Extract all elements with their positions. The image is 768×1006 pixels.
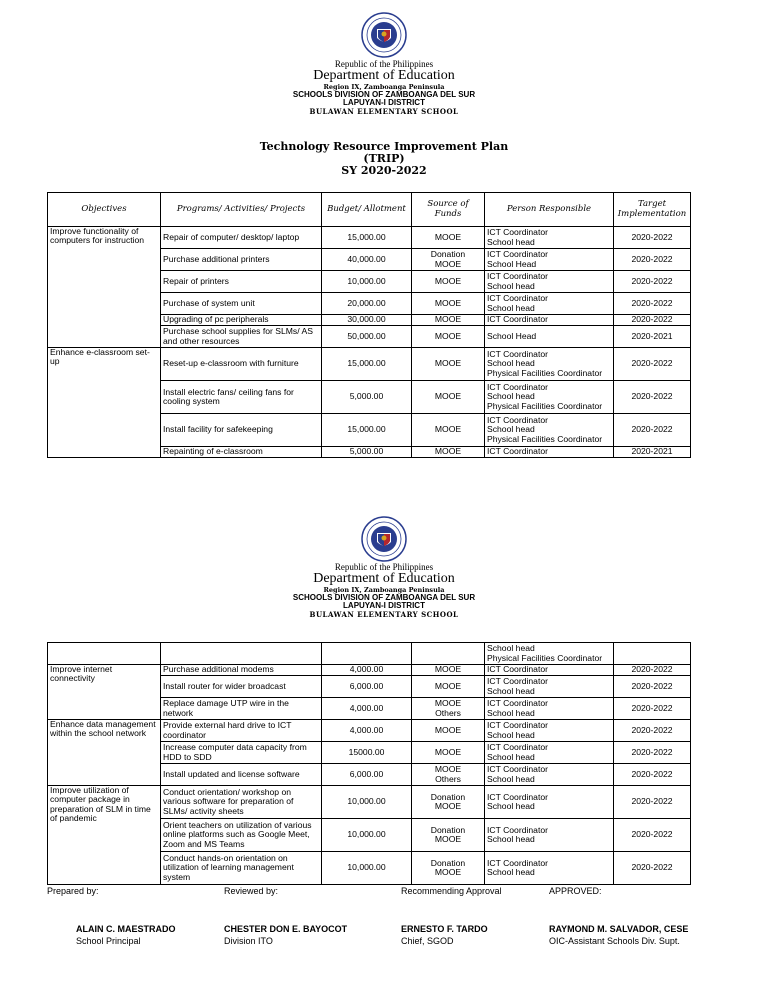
department-name: Department of Education xyxy=(313,571,455,587)
prepared-by-title: School Principal xyxy=(76,936,141,946)
source-cell: MOOE xyxy=(412,381,485,414)
table-row xyxy=(48,643,691,665)
person-cell: ICT Coordinator School head xyxy=(485,852,614,885)
budget-cell: 15,000.00 xyxy=(322,227,412,249)
prepared-by-label: Prepared by: xyxy=(47,886,99,896)
trip-table-page-2 xyxy=(47,642,691,885)
person-cell: ICT Coordinator School head Physical Facilities Coordinator xyxy=(485,414,614,447)
target-cell xyxy=(614,643,691,665)
person-cell: School Head xyxy=(485,326,614,348)
person-cell: School head Physical Facilities Coordinator xyxy=(485,643,614,665)
target-cell: 2020-2022 xyxy=(614,315,691,326)
target-cell: 2020-2022 xyxy=(614,819,691,852)
objective-cell: Improve utilization of computer package in preparation of SLM in time of pandemic xyxy=(48,786,161,885)
person-cell: ICT Coordinator School head xyxy=(485,293,614,315)
target-cell: 2020-2022 xyxy=(614,852,691,885)
prepared-by-name: ALAIN C. MAESTRADO xyxy=(76,924,176,934)
program-cell: Reset-up e-classroom with furniture xyxy=(161,348,322,381)
table-row xyxy=(48,786,691,819)
table-header-row xyxy=(48,193,691,227)
title-line-2: (TRIP) xyxy=(363,152,405,166)
objective-cell: Improve internet connectivity xyxy=(48,665,161,720)
source-cell: MOOE xyxy=(412,293,485,315)
approved-title: OIC-Assistant Schools Div. Supt. xyxy=(549,936,680,946)
source-cell: MOOE xyxy=(412,742,485,764)
deped-seal-page-2 xyxy=(361,516,407,562)
source-cell: Donation MOOE xyxy=(412,786,485,819)
budget-cell: 15,000.00 xyxy=(322,348,412,381)
person-cell: ICT Coordinator School head xyxy=(485,227,614,249)
source-cell: MOOE xyxy=(412,414,485,447)
republic-label: Republic of the Philippines xyxy=(334,562,434,572)
program-cell: Conduct orientation/ workshop on various software for preparation of SLMs/ activity sheets xyxy=(161,786,322,819)
program-cell: Increase computer data capacity from HDD to SDD xyxy=(161,742,322,764)
source-cell: Donation MOOE xyxy=(412,819,485,852)
program-cell: Upgrading of pc peripherals xyxy=(161,315,322,326)
col-source: Source of Funds xyxy=(412,193,485,227)
document-title xyxy=(0,141,768,177)
division-label: SCHOOLS DIVISION OF ZAMBOANGA DEL SUR xyxy=(292,89,476,99)
budget-cell: 40,000.00 xyxy=(322,249,412,271)
letterhead xyxy=(0,60,768,115)
person-cell: ICT Coordinator School head xyxy=(485,819,614,852)
budget-cell: 50,000.00 xyxy=(322,326,412,348)
source-cell: MOOE xyxy=(412,348,485,381)
letterhead-page-2 xyxy=(0,563,768,618)
program-cell: Provide external hard drive to ICT coordinator xyxy=(161,720,322,742)
target-cell: 2020-2022 xyxy=(614,414,691,447)
person-cell: ICT Coordinator School head xyxy=(485,764,614,786)
budget-cell: 15000.00 xyxy=(322,742,412,764)
program-cell: Install electric fans/ ceiling fans for cooling system xyxy=(161,381,322,414)
budget-cell: 4,000.00 xyxy=(322,698,412,720)
region-label: Region IX, Zamboanga Peninsula xyxy=(323,83,445,92)
reviewed-by-label: Reviewed by: xyxy=(224,886,279,896)
program-cell: Repair of computer/ desktop/ laptop xyxy=(161,227,322,249)
table-row xyxy=(48,348,691,381)
person-cell: ICT Coordinator School head xyxy=(485,720,614,742)
target-cell: 2020-2022 xyxy=(614,227,691,249)
person-cell: ICT Coordinator xyxy=(485,447,614,458)
source-cell: MOOE xyxy=(412,315,485,326)
target-cell: 2020-2022 xyxy=(614,698,691,720)
table-row xyxy=(48,720,691,742)
recommending-approval-label: Recommending Approval xyxy=(401,886,502,896)
person-cell: ICT Coordinator School head xyxy=(485,698,614,720)
trip-table-page-1 xyxy=(47,192,691,458)
program-cell xyxy=(161,643,322,665)
recommending-name: ERNESTO F. TARDO xyxy=(401,924,488,934)
school-label: BULAWAN ELEMENTARY SCHOOL xyxy=(309,106,459,116)
recommending-title: Chief, SGOD xyxy=(401,936,454,946)
program-cell: Orient teachers on utilization of various online platforms such as Google Meet, Zoom and MS Teams xyxy=(161,819,322,852)
reviewed-by-name: CHESTER DON E. BAYOCOT xyxy=(224,924,348,934)
budget-cell: 10,000.00 xyxy=(322,786,412,819)
source-cell: MOOE xyxy=(412,720,485,742)
col-budget: Budget/ Allotment xyxy=(322,193,412,227)
target-cell: 2020-2022 xyxy=(614,786,691,819)
person-cell: ICT Coordinator xyxy=(485,665,614,676)
program-cell: Conduct hands-on orientation on utilization of learning management system xyxy=(161,852,322,885)
budget-cell: 4,000.00 xyxy=(322,720,412,742)
source-cell: Donation MOOE xyxy=(412,852,485,885)
source-cell: MOOE xyxy=(412,326,485,348)
program-cell: Purchase additional printers xyxy=(161,249,322,271)
source-cell: MOOE Others xyxy=(412,698,485,720)
source-cell: MOOE xyxy=(412,271,485,293)
program-cell: Install updated and license software xyxy=(161,764,322,786)
program-cell: Install router for wider broadcast xyxy=(161,676,322,698)
program-cell: Purchase additional modems xyxy=(161,665,322,676)
table-row xyxy=(48,665,691,676)
school-label: BULAWAN ELEMENTARY SCHOOL xyxy=(309,609,459,619)
budget-cell: 20,000.00 xyxy=(322,293,412,315)
target-cell: 2020-2021 xyxy=(614,447,691,458)
target-cell: 2020-2022 xyxy=(614,381,691,414)
program-cell: Repair of printers xyxy=(161,271,322,293)
region-label: Region IX, Zamboanga Peninsula xyxy=(323,586,445,595)
division-label: SCHOOLS DIVISION OF ZAMBOANGA DEL SUR xyxy=(292,592,476,602)
target-cell: 2020-2022 xyxy=(614,764,691,786)
target-cell: 2020-2022 xyxy=(614,249,691,271)
col-programs: Programs/ Activities/ Projects xyxy=(161,193,322,227)
col-person: Person Responsible xyxy=(485,193,614,227)
target-cell: 2020-2021 xyxy=(614,326,691,348)
program-cell: Replace damage UTP wire in the network xyxy=(161,698,322,720)
budget-cell: 30,000.00 xyxy=(322,315,412,326)
budget-cell: 6,000.00 xyxy=(322,676,412,698)
target-cell: 2020-2022 xyxy=(614,720,691,742)
budget-cell: 5,000.00 xyxy=(322,447,412,458)
budget-cell xyxy=(322,643,412,665)
source-cell: MOOE Others xyxy=(412,764,485,786)
approved-name: RAYMOND M. SALVADOR, CESE xyxy=(549,924,689,934)
objective-cell: Enhance data management within the school network xyxy=(48,720,161,786)
source-cell: MOOE xyxy=(412,447,485,458)
budget-cell: 5,000.00 xyxy=(322,381,412,414)
objective-cell: Improve functionality of computers for instruction xyxy=(48,227,161,348)
program-cell: Purchase of system unit xyxy=(161,293,322,315)
source-cell: MOOE xyxy=(412,676,485,698)
person-cell: ICT Coordinator School Head xyxy=(485,249,614,271)
target-cell: 2020-2022 xyxy=(614,676,691,698)
district-label: LAPUYAN-I DISTRICT xyxy=(343,601,425,611)
budget-cell: 10,000.00 xyxy=(322,271,412,293)
budget-cell: 10,000.00 xyxy=(322,819,412,852)
objective-cell: Enhance e-classroom set-up xyxy=(48,348,161,458)
col-target: Target Implementation xyxy=(614,193,691,227)
title-line-1: Technology Resource Improvement Plan xyxy=(259,140,509,153)
person-cell: ICT Coordinator School head xyxy=(485,742,614,764)
person-cell: ICT Coordinator School head xyxy=(485,676,614,698)
source-cell: MOOE xyxy=(412,665,485,676)
reviewed-by-title: Division ITO xyxy=(224,936,273,946)
program-cell: Repainting of e-classroom xyxy=(161,447,322,458)
source-cell xyxy=(412,643,485,665)
table-row xyxy=(48,227,691,249)
person-cell: ICT Coordinator xyxy=(485,315,614,326)
budget-cell: 10,000.00 xyxy=(322,852,412,885)
source-cell: MOOE xyxy=(412,227,485,249)
budget-cell: 6,000.00 xyxy=(322,764,412,786)
department-name: Department of Education xyxy=(313,68,455,84)
person-cell: ICT Coordinator School head Physical Facilities Coordinator xyxy=(485,381,614,414)
republic-label: Republic of the Philippines xyxy=(334,59,434,69)
person-cell: ICT Coordinator School head Physical Facilities Coordinator xyxy=(485,348,614,381)
program-cell: Purchase school supplies for SLMs/ AS and other resources xyxy=(161,326,322,348)
program-cell: Install facility for safekeeping xyxy=(161,414,322,447)
source-cell: Donation MOOE xyxy=(412,249,485,271)
target-cell: 2020-2022 xyxy=(614,742,691,764)
district-label: LAPUYAN-I DISTRICT xyxy=(343,98,425,108)
budget-cell: 15,000.00 xyxy=(322,414,412,447)
target-cell: 2020-2022 xyxy=(614,271,691,293)
objective-cell xyxy=(48,643,161,665)
deped-seal xyxy=(361,12,407,58)
target-cell: 2020-2022 xyxy=(614,293,691,315)
target-cell: 2020-2022 xyxy=(614,665,691,676)
approved-label: APPROVED: xyxy=(549,886,602,896)
person-cell: ICT Coordinator School head xyxy=(485,786,614,819)
title-line-3: SY 2020-2022 xyxy=(341,164,427,178)
col-objectives: Objectives xyxy=(48,193,161,227)
target-cell: 2020-2022 xyxy=(614,348,691,381)
person-cell: ICT Coordinator School head xyxy=(485,271,614,293)
budget-cell: 4,000.00 xyxy=(322,665,412,676)
